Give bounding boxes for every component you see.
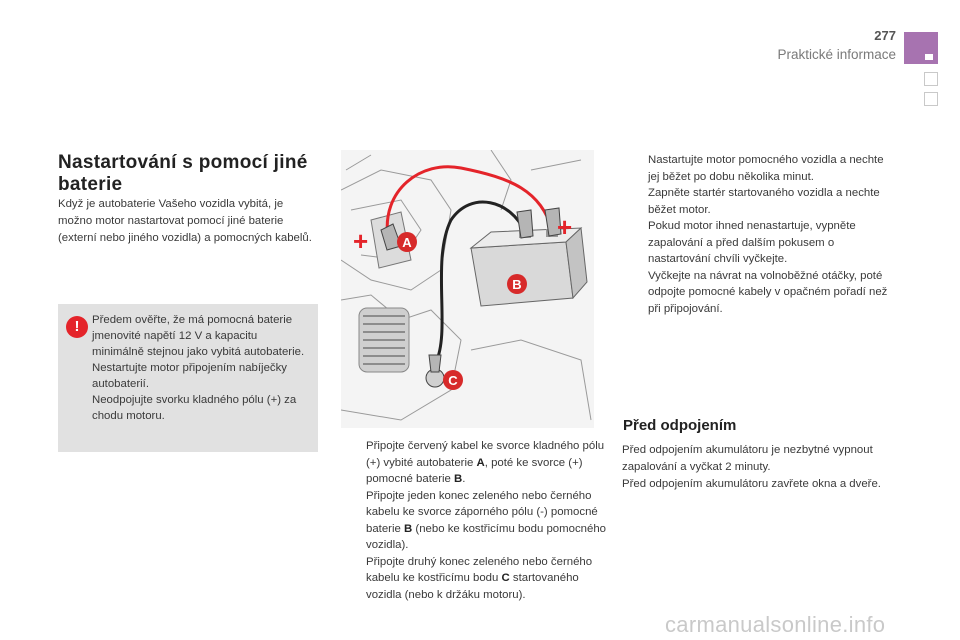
step-text: Připojte druhý konec zeleného nebo černého kabelu ke kostřicímu bodu	[366, 555, 593, 584]
step-bold: C	[501, 572, 510, 584]
plus-sign-right: +	[557, 212, 573, 242]
warning-note	[58, 304, 318, 452]
step-text: .	[462, 473, 466, 485]
step-text: , poté ke svorce (+) pomocné baterie	[366, 456, 583, 485]
paragraph: Před odpojením akumulátoru je nezbytné vypnout zapalování a vyčkat 2 minuty.	[622, 444, 873, 473]
disconnect-heading: Před odpojením	[623, 417, 737, 434]
step-text: Pokud motor ihned nenastartuje, vypněte zapalování a před dalším pokusem o nastartování chvíli vyčkejte.	[648, 220, 856, 265]
list-item	[340, 488, 608, 554]
section-tab[interactable]	[924, 72, 938, 86]
note-line: Nestartujte motor připojením nabíječky autobaterií.	[92, 362, 287, 390]
list-item	[340, 438, 608, 488]
step-text: Připojte jeden konec zeleného nebo černého kabelu ke svorce záporného pólu (-) pomocné baterie	[366, 489, 598, 535]
disconnect-text	[622, 442, 884, 493]
step-text: Vyčkejte na návrat na volnoběžné otáčky, poté odpojte pomocné kabely v opačném pořadí než při připojování.	[648, 269, 888, 315]
connection-steps	[340, 438, 608, 603]
list-item	[622, 152, 890, 185]
section-tab[interactable]	[924, 92, 938, 106]
section-tab-active[interactable]	[904, 32, 938, 64]
square-icon	[925, 54, 933, 60]
note-line: Předem ověřte, že má pomocná baterie jmenovité napětí 12 V a kapacitu minimálně stejnou jako vybitá autobaterie.	[92, 314, 305, 358]
warning-note-text	[92, 312, 312, 424]
list-item	[340, 554, 608, 604]
badge-a-label: A	[402, 235, 412, 250]
step-text: Připojte červený kabel ke svorce kladného pólu (+) vybité autobaterie	[366, 440, 605, 469]
warning-exclamation-icon: !	[66, 316, 88, 338]
step-text: startovaného vozidla (nebo k držáku motoru).	[366, 572, 579, 601]
paragraph: Před odpojením akumulátoru zavřete okna a dveře.	[622, 478, 881, 490]
step-bold: B	[404, 522, 413, 535]
intro-paragraph: Když je autobaterie Vašeho vozidla vybitá, je možno motor nastartovat pomocí jiné baterie (externí nebo jiného vozidla) a pomocných kabelů.	[58, 198, 312, 244]
watermark: carmanualsonline.info	[665, 612, 886, 637]
step-text: Zapněte startér startovaného vozidla a nechte běžet motor.	[648, 187, 880, 216]
page-title: Nastartování s pomocí jiné baterie	[58, 152, 308, 195]
list-item	[622, 268, 890, 318]
section-title: Praktické informace	[777, 47, 896, 62]
step-bold: B	[454, 473, 463, 485]
badge-b-label: B	[512, 277, 522, 292]
jump-start-illustration	[341, 150, 594, 428]
badge-c-label: C	[448, 373, 458, 388]
page-number: 277	[874, 28, 896, 43]
plus-sign-left: +	[353, 226, 369, 256]
starting-steps	[622, 152, 890, 317]
step-text: (nebo ke kostřicímu bodu pomocného vozidla).	[366, 522, 606, 551]
list-item	[622, 185, 890, 268]
step-bold: A	[476, 456, 485, 469]
air-hose	[359, 308, 409, 372]
jump-start-diagram	[341, 150, 594, 428]
step-text: Nastartujte motor pomocného vozidla a nechte jej běžet po dobu několika minut.	[648, 154, 884, 183]
note-line: Neodpojujte svorku kladného pólu (+) za chodu motoru.	[92, 394, 297, 422]
